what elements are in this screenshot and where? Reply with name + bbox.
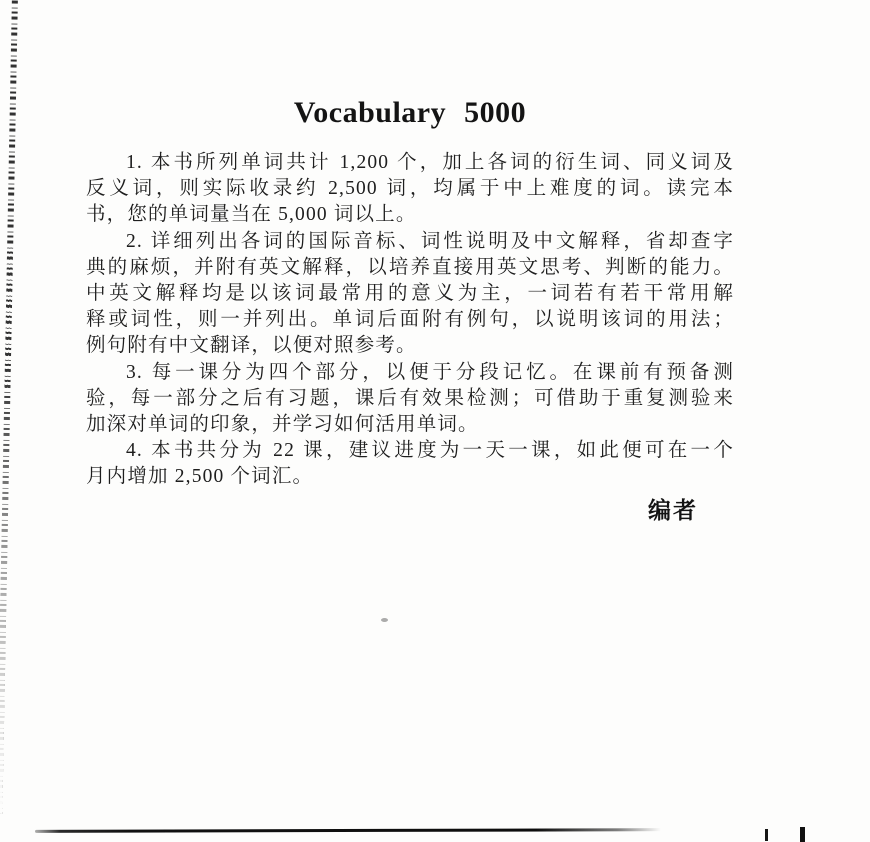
- editor-signature: 编者: [648, 496, 698, 523]
- scan-bottom-line-artifact: [35, 828, 661, 833]
- scan-tick-artifact-2: [800, 827, 805, 842]
- paragraph-line: 书，您的单词量当在 5,000 词以上。: [86, 204, 417, 226]
- paragraph-line: 中英文解释均是以该词最常用的意义为主，一词若有若干常用解: [86, 283, 734, 305]
- paragraph-4: [86, 438, 734, 490]
- paragraph-line: 加深对单词的印象，并学习如何活用单词。: [86, 414, 479, 436]
- scan-gutter-artifact: [0, 0, 18, 814]
- paragraph-2: [86, 229, 734, 360]
- paragraph-line: 月内增加 2,500 个词汇。: [86, 466, 314, 488]
- paragraph-line: 释或词性，则一并列出。单词后面附有例句，以说明该词的用法；: [86, 309, 734, 331]
- paragraph-3: [86, 360, 734, 439]
- paragraph-line: 4. 本书共分为 22 课，建议进度为一天一课，如此便可在一个: [125, 440, 734, 462]
- book-title: Vocabulary 5000: [293, 96, 527, 129]
- paragraph-line: 例句附有中文翻译，以便对照参考。: [86, 335, 417, 357]
- scan-tick-artifact-1: [765, 829, 768, 841]
- paragraph-line: 1. 本书所列单词共计 1,200 个，加上各词的衍生词、同义词及: [125, 152, 734, 173]
- paragraph-1: [86, 150, 734, 229]
- scan-speck-artifact: [381, 618, 388, 622]
- page-content: [86, 95, 734, 523]
- paragraph-line: 3. 每一课分为四个部分，以便于分段记忆。在课前有预备测: [125, 361, 734, 383]
- paragraph-line: 验，每一部分之后有习题，课后有效果检测；可借助于重复测验来: [86, 387, 734, 409]
- paragraph-line: 典的麻烦，并附有英文解释，以培养直接用英文思考、判断的能力。: [86, 256, 734, 278]
- paragraph-line: 反义词，则实际收录约 2,500 词，均属于中上难度的词。读完本: [86, 178, 734, 200]
- paragraph-line: 2. 详细列出各词的国际音标、词性说明及中文解释，省却查字: [125, 230, 734, 252]
